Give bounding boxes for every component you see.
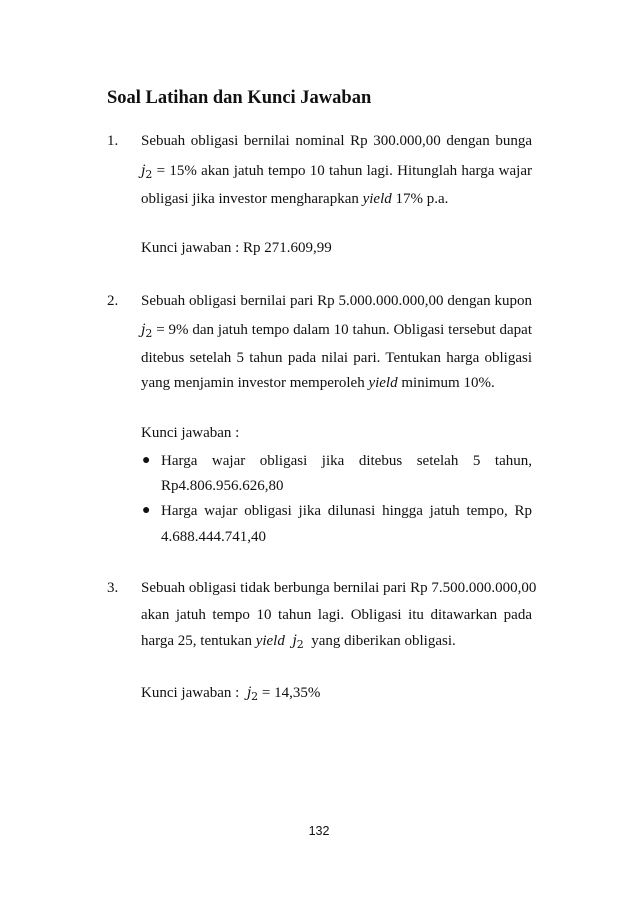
problem-2-bullet-2-line-2: 4.688.444.741,40 bbox=[161, 529, 266, 545]
problem-3-line-3: harga 25, tentukan yield $j_2$ yang diberikan obligasi. bbox=[141, 633, 456, 651]
problem-1-number: 1. bbox=[107, 133, 119, 149]
j2-variable: $j_2$ bbox=[141, 163, 153, 181]
problem-2-bullet-1-line-2: Rp4.806.956.626,80 bbox=[161, 478, 284, 494]
page-number: 132 bbox=[308, 824, 330, 838]
problem-2-number: 2. bbox=[107, 293, 119, 309]
problem-3-number: 3. bbox=[107, 580, 119, 596]
problem-1-answer: Kunci jawaban : Rp 271.609,99 bbox=[141, 240, 332, 256]
problem-1-line-3: obligasi jika investor mengharapkan yield 17% p.a. bbox=[141, 191, 449, 207]
problem-3-line-1: Sebuah obligasi tidak berbunga bernilai pari Rp 7.500.000.000,00 bbox=[141, 580, 537, 596]
bullet-icon: ● bbox=[142, 503, 151, 518]
problem-2-bullet-2-line-1: Harga wajar obligasi jika dilunasi hingga jatuh tempo, Rp bbox=[161, 503, 532, 519]
problem-2-bullet-1-line-1: Harga wajar obligasi jika ditebus setelah 5 tahun, bbox=[161, 453, 532, 469]
problem-1-line-2: $j_2 = 15\%$ akan jatuh tempo 10 tahun lagi. Hitunglah harga wajar bbox=[141, 163, 532, 181]
problem-2-line-3: ditebus setelah 5 tahun pada nilai pari. Tentukan harga obligasi bbox=[141, 350, 532, 366]
problem-2-line-1: Sebuah obligasi bernilai pari Rp 5.000.000.000,00 dengan kupon bbox=[141, 293, 532, 309]
j2-variable: $j_2$ bbox=[292, 633, 304, 651]
bullet-icon: ● bbox=[142, 453, 151, 468]
j2-variable: $j_2$ bbox=[141, 322, 153, 340]
section-heading: Soal Latihan dan Kunci Jawaban bbox=[107, 88, 372, 108]
j2-variable: $j_2$ bbox=[246, 685, 259, 703]
problem-2-line-4: yang menjamin investor memperoleh yield minimum 10%. bbox=[141, 375, 495, 391]
problem-2-answer-label: Kunci jawaban : bbox=[141, 425, 240, 441]
problem-3-answer: Kunci jawaban : $j_2 = 14,35\%$ bbox=[141, 685, 321, 703]
problem-2-line-2: $j_2 = 9\%$ dan jatuh tempo dalam 10 tahun. Obligasi tersebut dapat bbox=[141, 322, 532, 340]
problem-1-line-1: Sebuah obligasi bernilai nominal Rp 300.000,00 dengan bunga bbox=[141, 133, 532, 149]
problem-3-line-2: akan jatuh tempo 10 tahun lagi. Obligasi itu ditawarkan pada bbox=[141, 607, 532, 623]
